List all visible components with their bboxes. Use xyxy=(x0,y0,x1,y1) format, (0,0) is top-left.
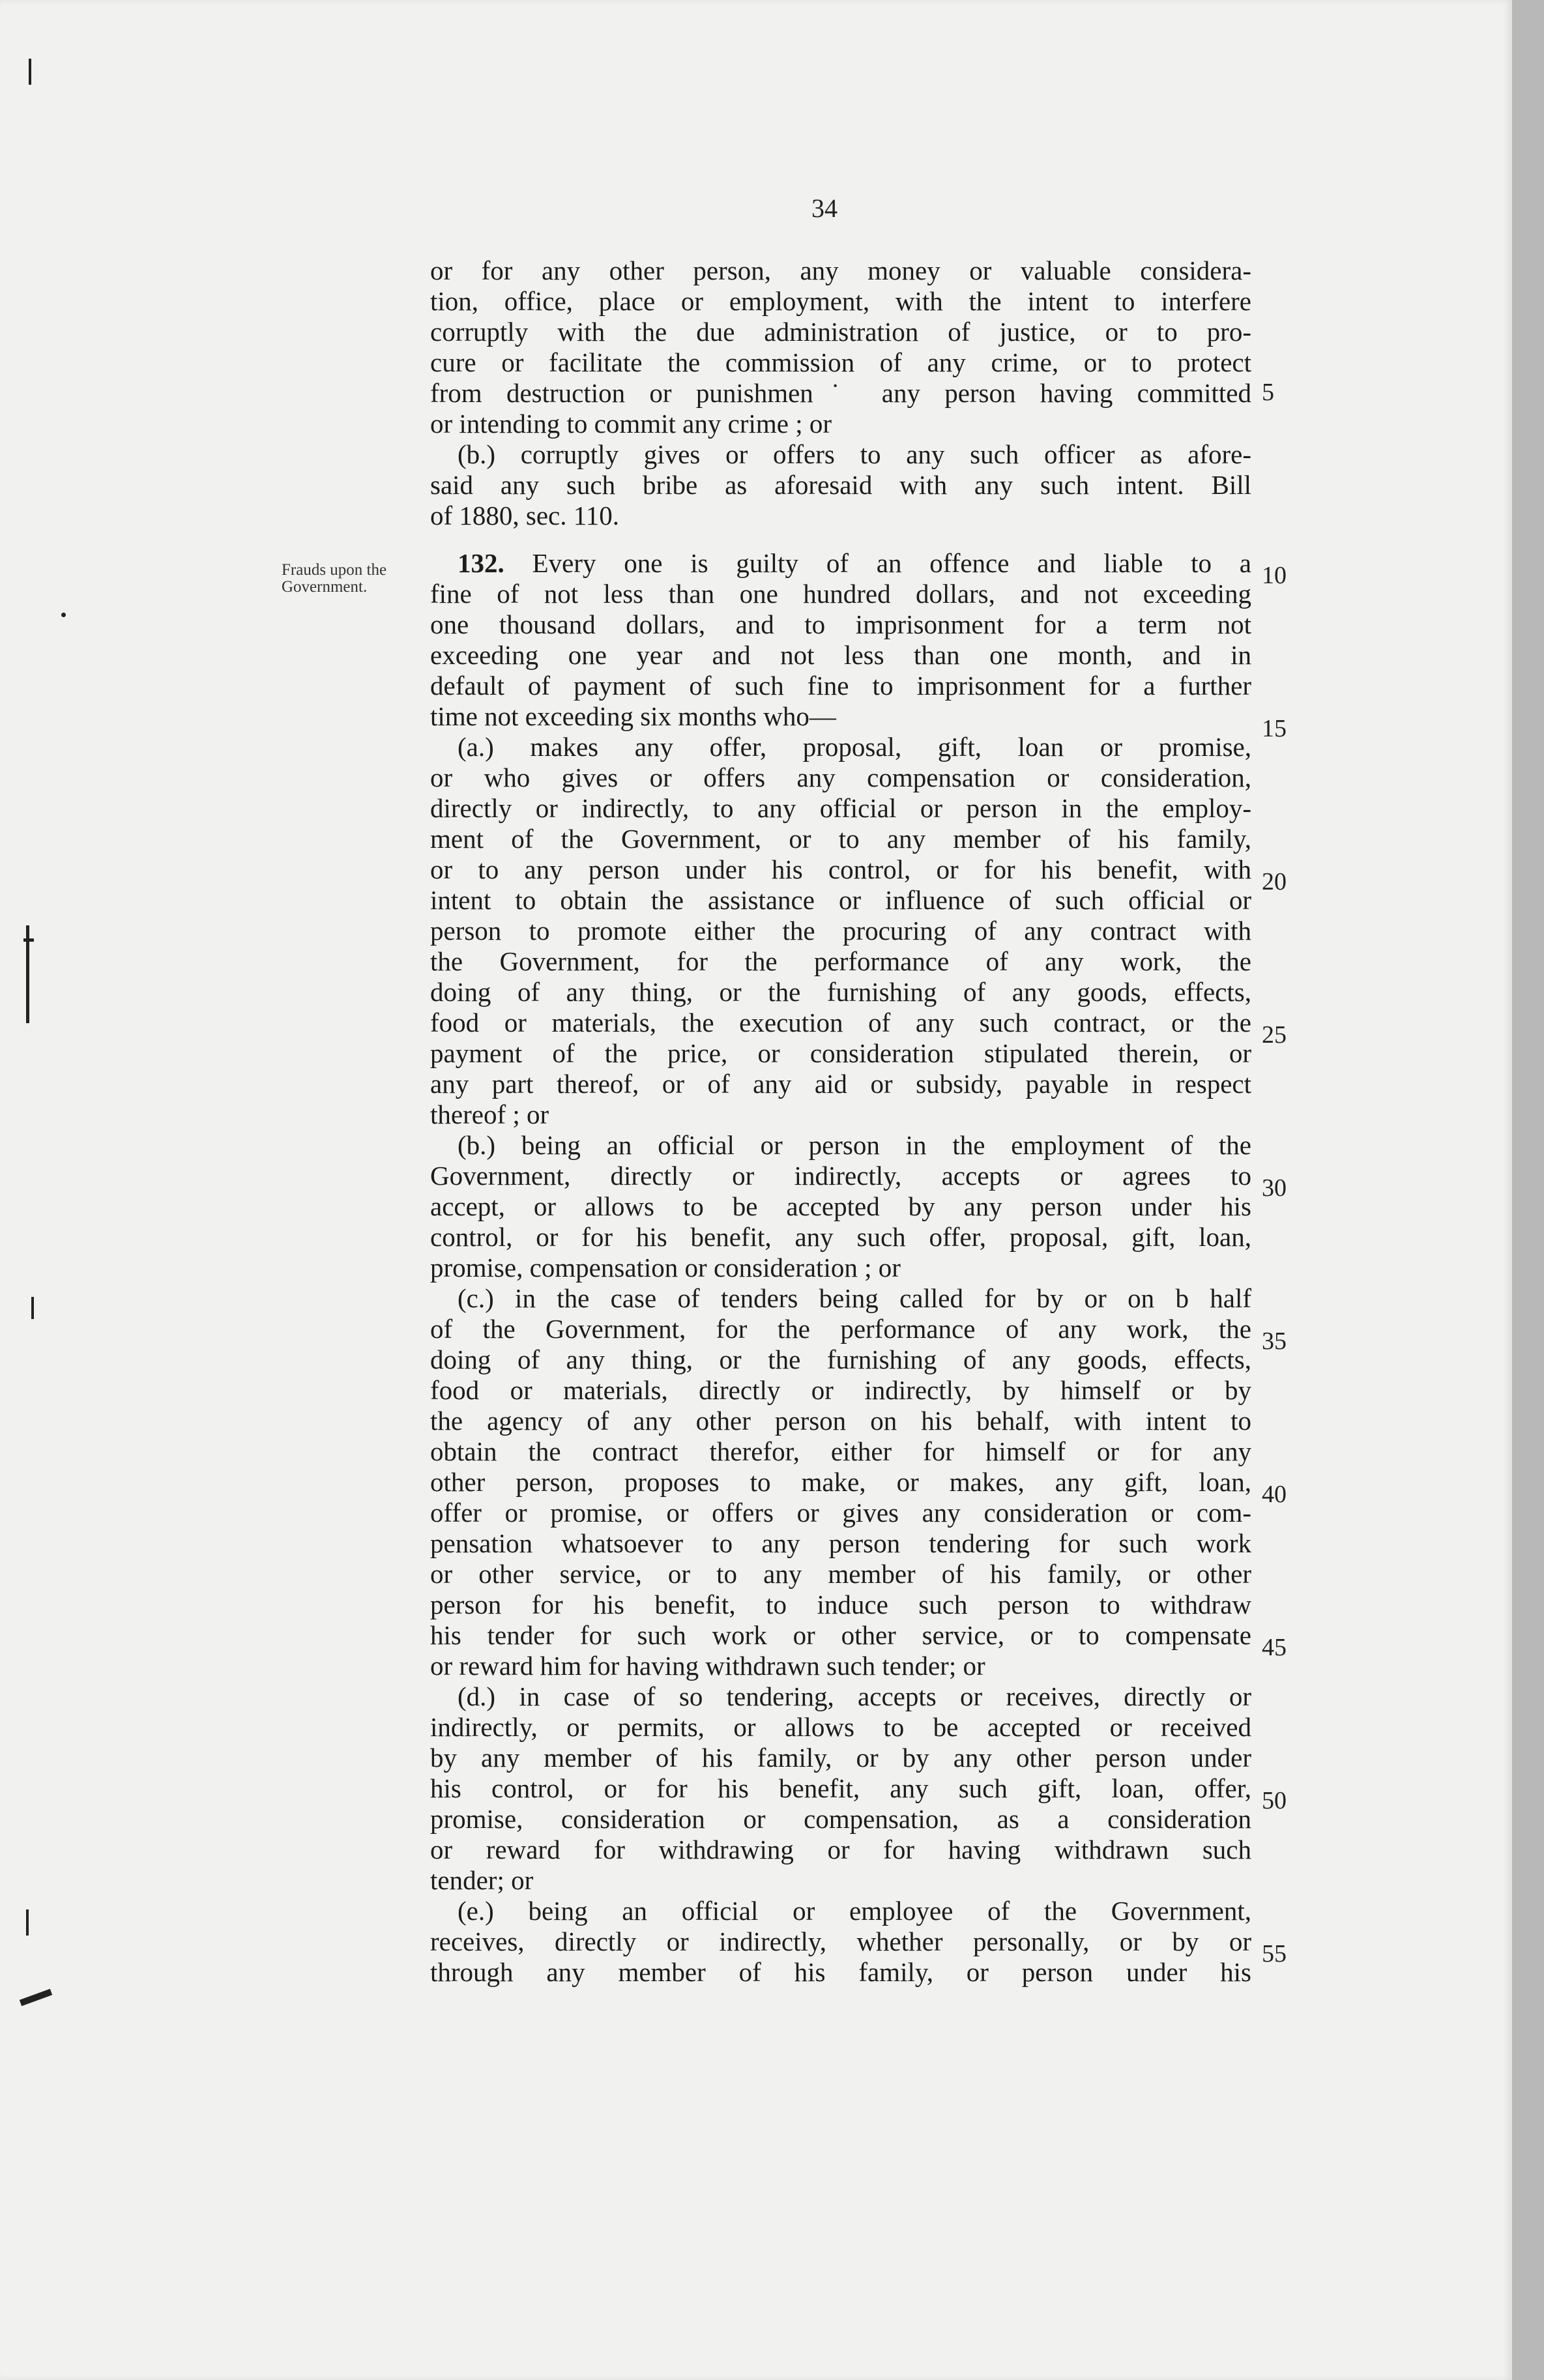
scan-mark xyxy=(31,1297,34,1319)
text-line: or intending to commit any crime ; or xyxy=(430,409,832,439)
text-line: his tender for such work or other service, or to compensate xyxy=(430,1620,1251,1650)
text-line: or reward him for having withdrawn such tender; or xyxy=(430,1651,985,1681)
text-line: promise, compensation or consideration ; or xyxy=(430,1253,901,1283)
text-line: indirectly, or permits, or allows to be accepted or received xyxy=(430,1712,1251,1742)
text-line: or who gives or offers any compensation or consideration, xyxy=(430,762,1251,792)
section-first-line: Every one is guilty of an offence and liable to a xyxy=(532,548,1251,578)
text-line: any part thereof, or of any aid or subsidy, payable in respect xyxy=(430,1069,1251,1099)
text-line: (d.) in case of so tendering, accepts or receives, directly or xyxy=(458,1681,1251,1711)
text-line: directly or indirectly, to any official or person in the employ- xyxy=(430,793,1251,823)
text-line: of the Government, for the performance of any work, the xyxy=(430,1314,1251,1344)
text-line: person for his benefit, to induce such person to withdraw xyxy=(430,1589,1251,1619)
text-line: tion, office, place or employment, with the intent to interfere xyxy=(430,286,1251,316)
text-line: person to promote either the procuring of any contract with xyxy=(430,916,1251,946)
line-number: 35 xyxy=(1262,1328,1287,1355)
line-number: 25 xyxy=(1262,1021,1287,1049)
text-line: payment of the price, or consideration stipulated therein, or xyxy=(430,1038,1251,1068)
text-line: pensation whatsoever to any person tendering for such work xyxy=(430,1528,1251,1558)
page-number: 34 xyxy=(811,194,838,223)
line-number: 30 xyxy=(1262,1174,1287,1202)
section-number: 132. xyxy=(458,548,504,578)
text-line: ment of the Government, or to any member of his family, xyxy=(430,824,1251,854)
text-line: Government, directly or indirectly, accepts or agrees to xyxy=(430,1161,1251,1191)
text-line: default of payment of such fine to imprisonment for a further xyxy=(430,671,1251,701)
scan-mark xyxy=(26,1909,29,1936)
text-line: by any member of his family, or by any other person under xyxy=(430,1743,1251,1773)
line-number: 45 xyxy=(1262,1634,1287,1661)
line-number: 10 xyxy=(1262,562,1287,589)
text-line: the Government, for the performance of any work, the xyxy=(430,946,1251,976)
text-line: (e.) being an official or employee of the Government, xyxy=(458,1896,1251,1926)
text-line: corruptly with the due administration of justice, or to pro- xyxy=(430,317,1251,347)
text-line: (b.) being an official or person in the employment of the xyxy=(458,1130,1251,1160)
text-line: through any member of his family, or person under his xyxy=(430,1957,1251,1987)
text-line: from destruction or punishmen˙ any person having committed xyxy=(430,378,1251,408)
text-line: or other service, or to any member of his family, or other xyxy=(430,1559,1251,1589)
margin-note: Frauds upon the Government. xyxy=(282,561,387,596)
text-line: exceeding one year and not less than one month, and in xyxy=(430,640,1251,670)
line-number: 50 xyxy=(1262,1787,1287,1814)
scan-mark xyxy=(23,938,34,942)
line-number: 5 xyxy=(1262,379,1274,406)
text-line: one thousand dollars, and to imprisonment for a term not xyxy=(430,609,1251,639)
text-line: cure or facilitate the commission of any crime, or to protect xyxy=(430,347,1251,377)
body-text xyxy=(430,255,1251,1988)
section-heading-line xyxy=(430,548,1251,579)
text-line: doing of any thing, or the furnishing of any goods, effects, xyxy=(430,977,1251,1007)
scan-mark xyxy=(29,59,31,85)
text-line: control, or for his benefit, any such offer, proposal, gift, loan, xyxy=(430,1222,1251,1252)
line-number: 40 xyxy=(1262,1481,1287,1508)
text-line: said any such bribe as aforesaid with any such intent. Bill xyxy=(430,470,1251,500)
text-line: fine of not less than one hundred dollars, and not exceeding xyxy=(430,579,1251,609)
paragraph-gap xyxy=(430,531,1251,548)
text-line: tender; or xyxy=(430,1865,534,1895)
text-line: or reward for withdrawing or for having withdrawn such xyxy=(430,1835,1251,1865)
text-line: (a.) makes any offer, proposal, gift, loan or promise, xyxy=(458,732,1251,762)
text-line: (c.) in the case of tenders being called for by or on b half xyxy=(458,1283,1251,1313)
scan-dot xyxy=(61,613,66,617)
text-line: food or materials, directly or indirectly, by himself or by xyxy=(430,1375,1251,1405)
text-line: doing of any thing, or the furnishing of any goods, effects, xyxy=(430,1344,1251,1374)
text-line: offer or promise, or offers or gives any consideration or com- xyxy=(430,1498,1251,1528)
text-line: (b.) corruptly gives or offers to any such officer as afore- xyxy=(458,439,1251,469)
text-line: or for any other person, any money or valuable considera- xyxy=(430,255,1251,285)
text-line: or to any person under his control, or for his benefit, with xyxy=(430,854,1251,884)
text-line: promise, consideration or compensation, as a consideration xyxy=(430,1804,1251,1834)
line-number: 55 xyxy=(1262,1940,1287,1967)
text-line: receives, directly or indirectly, whether personally, or by or xyxy=(430,1926,1251,1956)
text-line: the agency of any other person on his behalf, with intent to xyxy=(430,1406,1251,1436)
text-line: his control, or for his benefit, any such gift, loan, offer, xyxy=(430,1773,1251,1803)
text-line: food or materials, the execution of any such contract, or the xyxy=(430,1008,1251,1038)
text-line: time not exceeding six months who— xyxy=(430,701,836,731)
text-line: of 1880, sec. 110. xyxy=(430,501,619,530)
text-line: thereof ; or xyxy=(430,1099,549,1129)
line-number: 20 xyxy=(1262,868,1287,895)
text-line: intent to obtain the assistance or influence of such official or xyxy=(430,885,1251,915)
text-line: other person, proposes to make, or makes, any gift, loan, xyxy=(430,1467,1251,1497)
text-line: obtain the contract therefor, either for himself or for any xyxy=(430,1436,1251,1466)
page-edge xyxy=(1512,0,1544,2380)
text-line: accept, or allows to be accepted by any person under his xyxy=(430,1191,1251,1221)
line-number: 15 xyxy=(1262,715,1287,742)
scan-mark xyxy=(20,1989,52,2006)
